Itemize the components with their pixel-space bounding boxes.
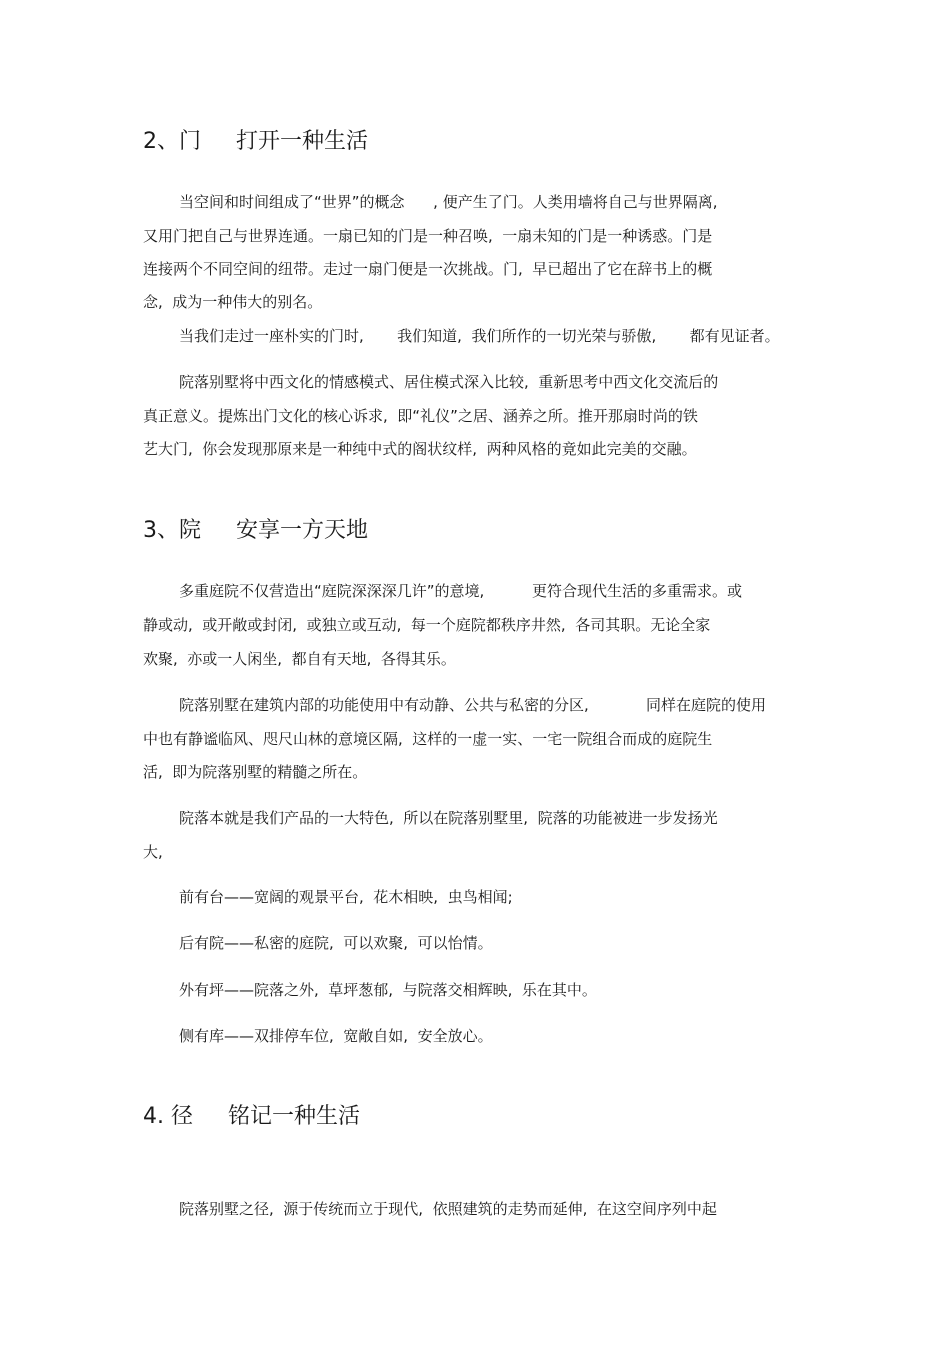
section-4-heading: 4. 径 铭记一种生活	[143, 1104, 360, 1129]
section-3-para-2-line-1: 院落别墅在建筑内部的功能使用中有动静、公共与私密的分区, 同样在庭院的使用	[179, 696, 766, 714]
section-3-list-item-3: 外有坪——院落之外, 草坪葱郁, 与院落交相辉映, 乐在其中。	[179, 981, 597, 999]
section-3-para-3-line-2: 大,	[143, 843, 163, 861]
section-3-heading: 3、院 安享一方天地	[143, 518, 368, 543]
section-2-heading: 2、门 打开一种生活	[143, 129, 368, 154]
section-3-para-1-line-3: 欢聚, 亦或一人闲坐, 都自有天地, 各得其乐。	[143, 650, 456, 668]
section-2-para-2: 当我们走过一座朴实的门时, 我们知道, 我们所作的一切光荣与骄傲, 都有见证者。	[179, 327, 780, 345]
section-2-para-1-line-1: 当空间和时间组成了“世界”的概念 , 便产生了门。人类用墙将自己与世界隔离,	[179, 193, 718, 211]
section-3-para-2-line-2: 中也有静谧临风、咫尺山林的意境区隔, 这样的一虚一实、一宅一院组合而成的庭院生	[143, 730, 713, 748]
section-2-para-1-line-4: 念, 成为一种伟大的别名。	[143, 293, 323, 311]
section-2-para-3-line-3: 艺大门, 你会发现那原来是一种纯中式的阁状纹样, 两种风格的竟如此完美的交融。	[143, 440, 697, 458]
section-3-para-2-line-3: 活, 即为院落别墅的精髓之所在。	[143, 763, 368, 781]
section-2-para-3-line-2: 真正意义。提炼出门文化的核心诉求, 即“礼仪”之居、涵养之所。推开那扇时尚的铁	[143, 407, 698, 425]
section-2-para-3-line-1: 院落别墅将中西文化的情感模式、居住模式深入比较, 重新思考中西文化交流后的	[179, 373, 719, 391]
section-3-list-item-1: 前有台——宽阔的观景平台, 花木相映, 虫鸟相闻;	[179, 888, 513, 906]
section-3-list-item-4: 侧有库——双排停车位, 宽敞自如, 安全放心。	[179, 1027, 493, 1045]
section-2-para-1-line-2: 又用门把自己与世界连通。一扇已知的门是一种召唤, 一扇未知的门是一种诱惑。门是	[143, 227, 713, 245]
section-3-list-item-2: 后有院——私密的庭院, 可以欢聚, 可以怡情。	[179, 934, 493, 952]
section-3-para-1-line-2: 静或动, 或开敞或封闭, 或独立或互动, 每一个庭院都秩序井然, 各司其职。无论全家	[143, 616, 711, 634]
section-4-para-1-line-1: 院落别墅之径, 源于传统而立于现代, 依照建筑的走势而延伸, 在这空间序列中起	[179, 1200, 717, 1218]
section-2-para-1-line-3: 连接两个不同空间的纽带。走过一扇门便是一次挑战。门, 早已超出了它在辞书上的概	[143, 260, 713, 278]
section-3-para-3-line-1: 院落本就是我们产品的一大特色, 所以在院落别墅里, 院落的功能被进一步发扬光	[179, 809, 718, 827]
section-3-para-1-line-1: 多重庭院不仅营造出“庭院深深深几许”的意境, 更符合现代生活的多重需求。或	[179, 582, 742, 600]
